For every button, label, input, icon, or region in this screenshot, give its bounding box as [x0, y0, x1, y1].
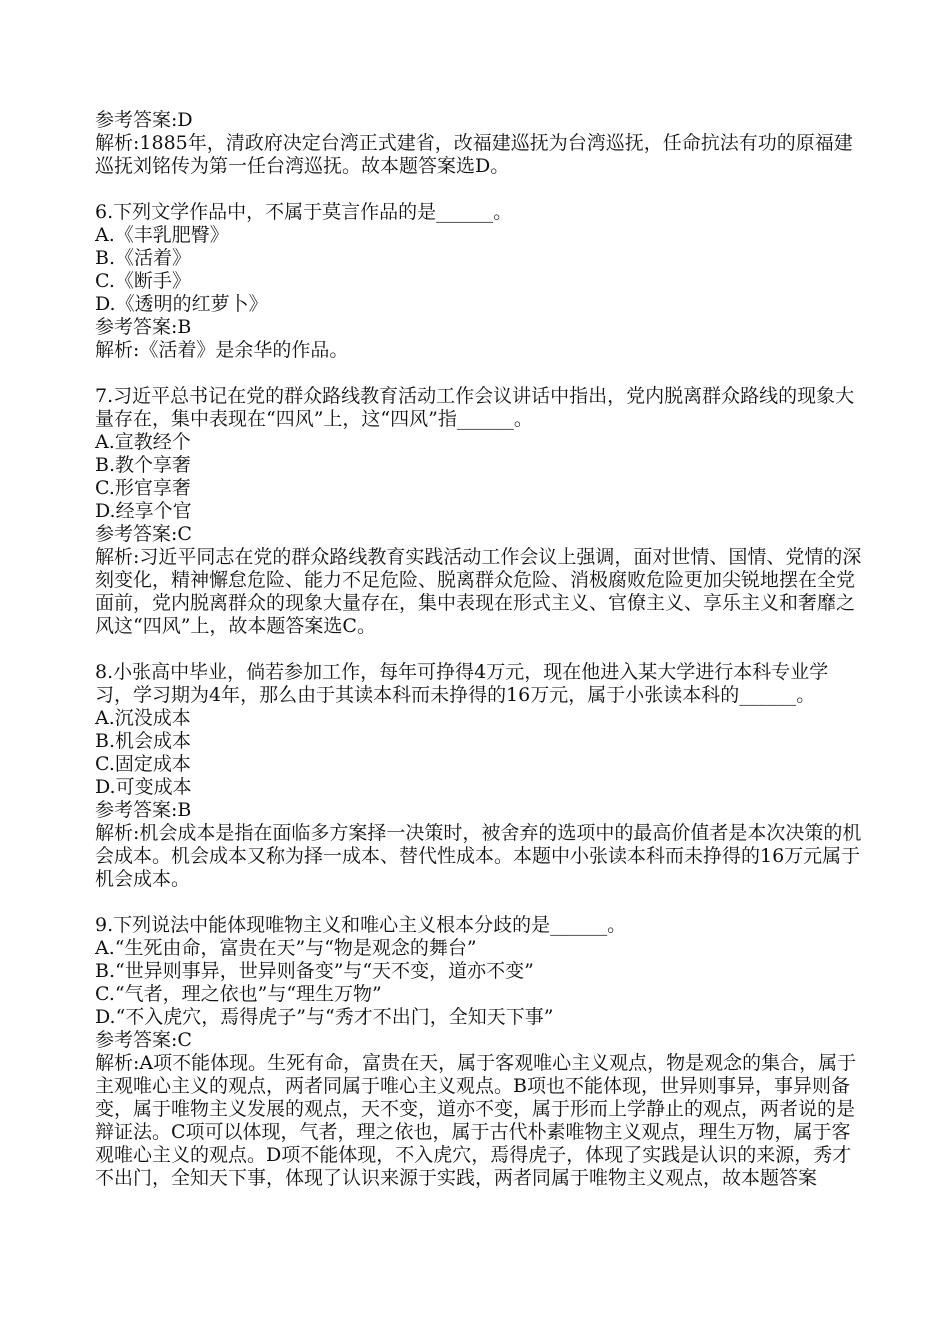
analysis-text: 解析:A项不能体现。生死有命，富贵在天，属于客观唯心主义观点，物是观念的集合，属于主观唯心主义的观点，两者同属于唯心主义观点。B项也不能体现，世异则事异，事异则备变，属于唯物主义发展的观点，天不变，道亦不变，属于形而上学静止的观点，两者说的是辩证法。C项可以体现，气者，理之依也，属于古代朴素唯物主义观点，理生万物，属于客观唯心主义的观点。D项不能体现，不入虎穴，焉得虎子，体现了实践是认识的来源，秀才不出门，全知天下事，体现了认识来源于实践，两者同属于唯物主义观点，故本题答案: [95, 1052, 857, 1189]
option-c: C.《断手》: [95, 270, 191, 292]
question-block-6: [95, 201, 865, 362]
question-block-9: [95, 914, 865, 1190]
option-c: C.固定成本: [95, 753, 191, 775]
option-d: D.“不入虎穴，焉得虎子”与“秀才不出门，全知天下事”: [95, 1006, 554, 1028]
option-a: A.《丰乳肥臀》: [95, 224, 229, 246]
analysis-text: 解析:1885年，清政府决定台湾正式建省，改福建巡抚为台湾巡抚，任命抗法有功的原福建巡抚刘铭传为第一任台湾巡抚。故本题答案选D。: [95, 132, 853, 177]
answer-line: 参考答案:C: [95, 1029, 192, 1051]
answer-line: 参考答案:D: [95, 109, 193, 131]
question-text: 6.下列文学作品中，不属于莫言作品的是______。: [95, 201, 513, 223]
answer-line: 参考答案:B: [95, 316, 192, 338]
analysis-text: 解析:《活着》是余华的作品。: [95, 339, 349, 361]
option-b: B.“世异则事异，世异则备变”与“天不变，道亦不变”: [95, 960, 534, 982]
question-block-8: [95, 661, 865, 891]
option-a: A.沉没成本: [95, 707, 191, 729]
question-text: 9.下列说法中能体现唯物主义和唯心主义根本分歧的是______。: [95, 914, 627, 936]
option-b: B.教个享奢: [95, 454, 192, 476]
option-d: D.可变成本: [95, 776, 192, 798]
option-b: B.《活着》: [95, 247, 192, 269]
option-a: A.“生死由命，富贵在天”与“物是观念的舞台”: [95, 937, 477, 959]
analysis-text: 解析:机会成本是指在面临多方案择一决策时，被舍弃的选项中的最高价值者是本次决策的机会成本。机会成本又称为择一成本、替代性成本。本题中小张读本科而未挣得的16万元属于机会成本。: [95, 822, 862, 890]
question-block-5-tail: [95, 109, 865, 178]
option-b: B.机会成本: [95, 730, 192, 752]
option-d: D.经享个官: [95, 500, 192, 522]
question-text: 8.小张高中毕业，倘若参加工作，每年可挣得4万元，现在他进入某大学进行本科专业学习，学习期为4年，那么由于其读本科而未挣得的16万元，属于小张读本科的______。: [95, 661, 829, 706]
option-c: C.“气者，理之依也”与“理生万物”: [95, 983, 382, 1005]
question-block-7: [95, 385, 865, 638]
analysis-text: 解析:习近平同志在党的群众路线教育实践活动工作会议上强调，面对世情、国情、党情的深刻变化，精神懈怠危险、能力不足危险、脱离群众危险、消极腐败危险更加尖锐地摆在全党面前，党内脱离群众的现象大量存在，集中表现在形式主义、官僚主义、享乐主义和奢靡之风这“四风”上，故本题答案选C。: [95, 546, 862, 637]
document-page: [95, 109, 865, 1213]
answer-line: 参考答案:C: [95, 523, 192, 545]
option-a: A.宣教经个: [95, 431, 191, 453]
question-text: 7.习近平总书记在党的群众路线教育活动工作会议讲话中指出，党内脱离群众路线的现象大量存在，集中表现在“四风”上，这“四风”指______。: [95, 385, 855, 430]
answer-line: 参考答案:B: [95, 799, 192, 821]
option-d: D.《透明的红萝卜》: [95, 293, 268, 315]
option-c: C.形官享奢: [95, 477, 191, 499]
